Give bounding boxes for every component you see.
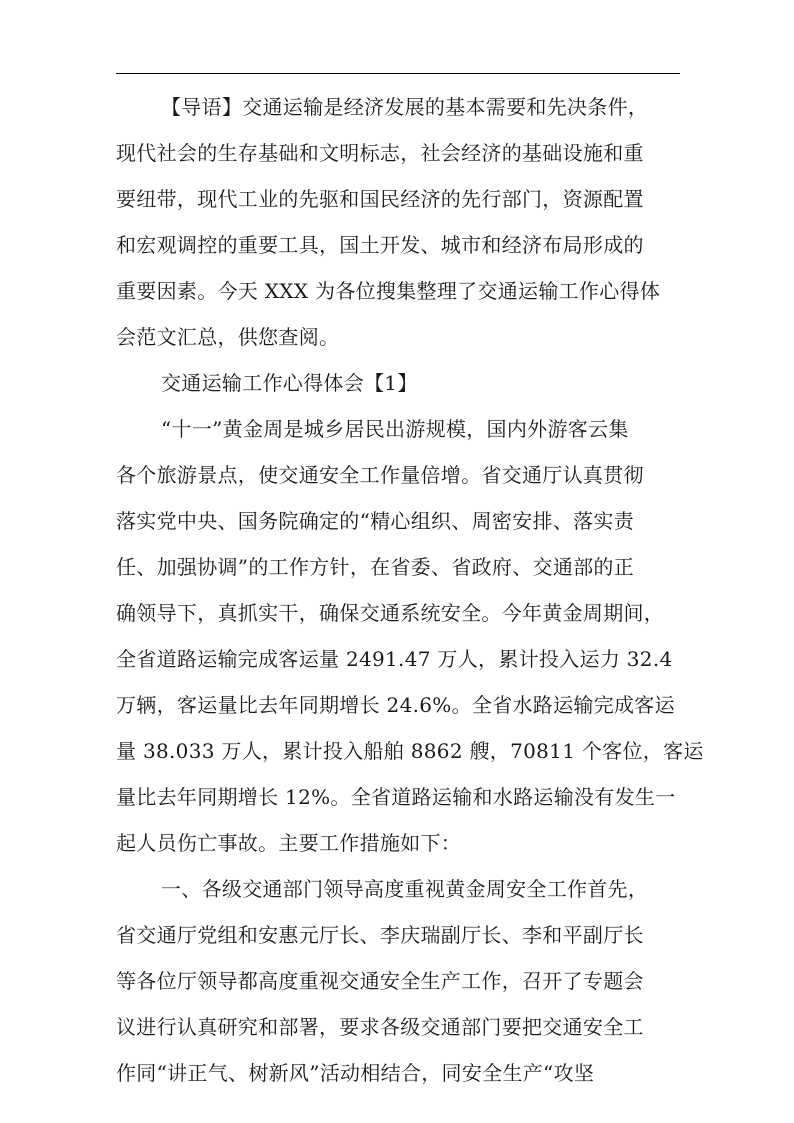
intro-line-3: 要纽带，现代工业的先驱和国民经济的先行部门，资源配置	[116, 187, 644, 211]
intro-line-5: 重要因素。今天 XXX 为各位搜集整理了交通运输工作心得体	[116, 279, 661, 303]
section-title: 交通运输工作心得体会【1】	[161, 371, 418, 395]
body-line-6: 全省道路运输完成客运量 2491.47 万人，累计投入运力 32.4	[116, 647, 673, 671]
intro-line-1: 【导语】交通运输是经济发展的基本需要和先决条件，	[161, 95, 649, 119]
intro-line-4: 和宏观调控的重要工具，国土开发、城市和经济布局形成的	[116, 233, 644, 257]
measure-line-1: 一、各级交通部门领导高度重视黄金周安全工作首先，	[161, 877, 649, 901]
body-line-5: 确领导下，真抓实干，确保交通系统安全。今年黄金周期间，	[116, 601, 665, 625]
body-line-4: 任、加强协调”的工作方针，在省委、省政府、交通部的正	[116, 555, 635, 579]
measure-line-5: 作同“讲正气、树新风”活动相结合，同安全生产“攻坚	[116, 1061, 595, 1085]
body-line-2: 各个旅游景点，使交通安全工作量倍增。省交通厅认真贯彻	[116, 463, 644, 487]
body-line-1: “十一”黄金周是城乡居民出游规模，国内外游客云集	[161, 417, 629, 441]
measure-line-3: 等各位厅领导都高度重视交通安全生产工作，召开了专题会	[116, 969, 644, 993]
body-line-7: 万辆，客运量比去年同期增长 24.6%。全省水路运输完成客运	[116, 693, 675, 717]
intro-line-2: 现代社会的生存基础和文明标志，社会经济的基础设施和重	[116, 141, 644, 165]
body-line-8: 量 38.033 万人，累计投入船舶 8862 艘，70811 个客位，客运	[116, 739, 704, 763]
intro-line-6: 会范文汇总，供您查阅。	[116, 325, 340, 349]
measure-line-2: 省交通厅党组和安惠元厅长、李庆瑞副厅长、李和平副厅长	[116, 923, 644, 947]
header-rule	[116, 73, 680, 74]
body-line-3: 落实党中央、国务院确定的“精心组织、周密安排、落实责	[116, 509, 635, 533]
measure-line-4: 议进行认真研究和部署，要求各级交通部门要把交通安全工	[116, 1015, 644, 1039]
body-line-10: 起人员伤亡事故。主要工作措施如下：	[116, 831, 462, 855]
body-line-9: 量比去年同期增长 12%。全省道路运输和水路运输没有发生一	[116, 785, 676, 809]
